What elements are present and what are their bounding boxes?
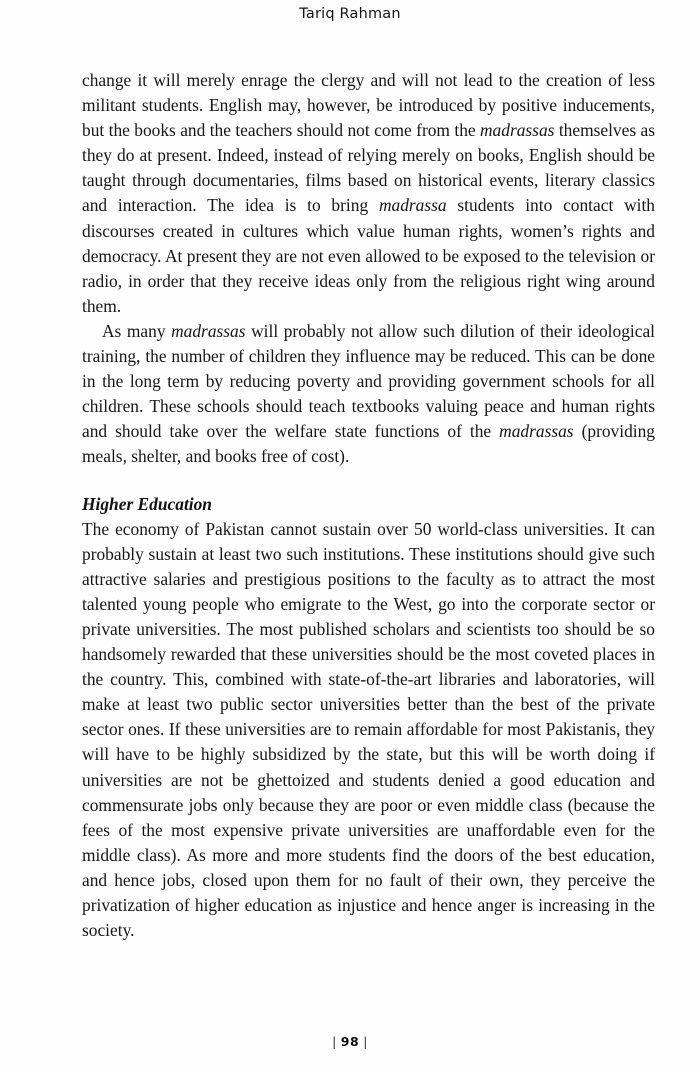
italic-term: madrassas bbox=[171, 320, 246, 341]
paragraph-madrassa-english: change it will merely enrage the clergy and will not lead to the creation of less militant students. English may, however, be introduced by positive inducements, but the books and the teachers should not come from the madrassas themselves as they do at present. Indeed, instead of relying merely on books, English should be taught through documentaries, films based on historical events, literary classics and interaction. The idea is to bring madrassa students into contact with discourses created in cultures which value human rights, women’s rights and democracy. At present they are not even allowed to be exposed to the television or radio, in order that they receive ideas only from the religious right wing around them. bbox=[82, 70, 655, 316]
running-head: Tariq Rahman bbox=[299, 6, 401, 22]
italic-term: madrassa bbox=[378, 195, 447, 216]
paragraph-higher-education: The economy of Pakistan cannot sustain over 50 world-class universities. It can probably sustain at least two such institutions. These institutions should give such attractive salaries and prestigious positions to the faculty as to attract the most talented young people who emigrate to the West, go into the corporate sector or private universities. The most published scholars and scientists too should be so handsomely rewarded that these universities should be the most coveted places in the country. This, combined with state-of-the-art libraries and laboratories, will make at least two public sector universities better than the best of the private sector ones. If these universities are to remain affordable for most Pakistanis, they will have to be highly subsidized by the state, but this will be worth doing if universities are not be ghettoized and students denied a good education and commensurate jobs only because they are poor or even middle class (because the fees of the most expensive private universities are unaffordable even for the middle class). As more and more students find the doors of the best education, and hence jobs, closed upon them for no fault of their own, they perceive the privatization of higher education as injustice and hence anger is increasing in the society. bbox=[82, 518, 655, 941]
folio-rule-left: | bbox=[332, 1034, 337, 1049]
section-heading-higher-education: Higher Education bbox=[82, 493, 212, 514]
folio-number: 98 bbox=[340, 1034, 360, 1049]
text-column bbox=[82, 68, 655, 943]
italic-term: madrassas bbox=[499, 421, 574, 442]
page-footer bbox=[0, 1034, 700, 1049]
paragraph-ideological-training: As many madrassas will probably not allow such dilution of their ideological training, the number of children they influence may be reduced. This can be done in the long term by reducing poverty and providing government schools for all children. These schools should teach textbooks valuing peace and human rights and should take over the welfare state functions of the madrassas (providing meals, shelter, and books free of cost). bbox=[82, 320, 656, 467]
folio-rule-right: | bbox=[363, 1034, 368, 1049]
italic-term: madrassas bbox=[480, 120, 555, 141]
